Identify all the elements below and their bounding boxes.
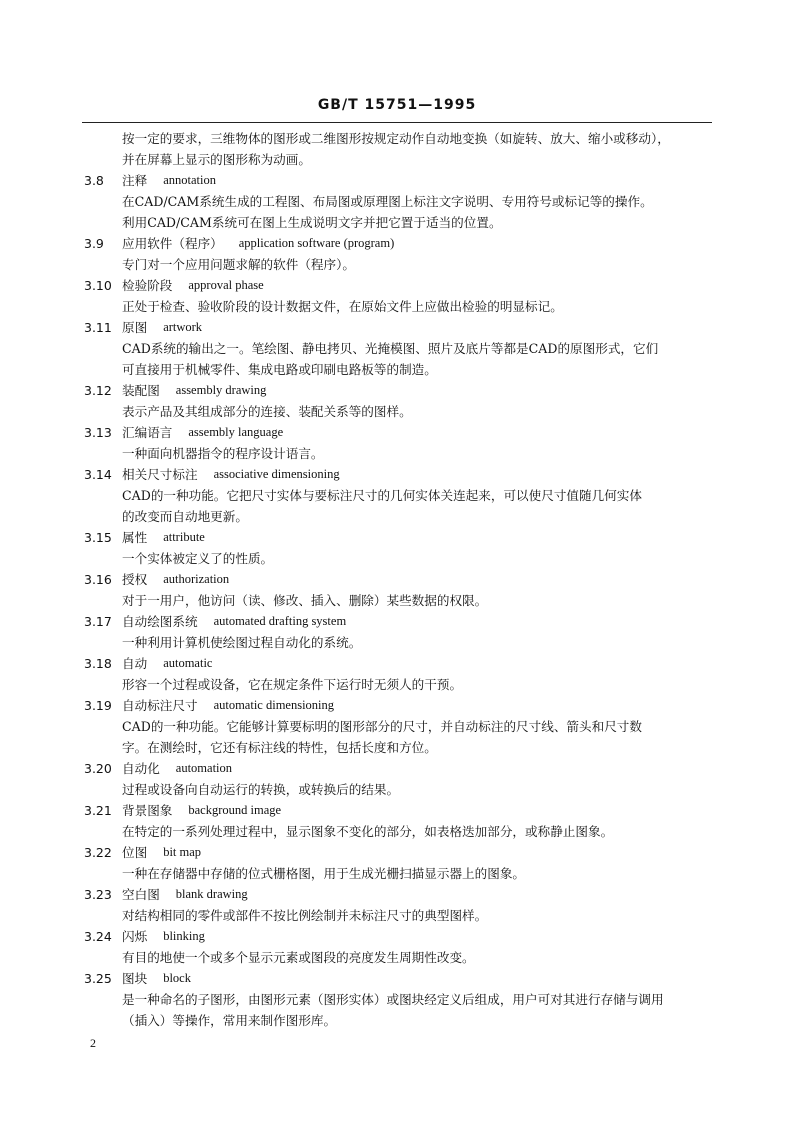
term-number: 3.17 xyxy=(84,614,112,629)
term-definition-line: CAD的一种功能。它把尺寸实体与要标注尺寸的几何实体关连起来，可以使尺寸值随几何实体 xyxy=(122,488,642,503)
term-chinese-name: 相关尺寸标注 xyxy=(122,467,198,482)
term-number: 3.21 xyxy=(84,803,112,818)
term-english-name: associative dimensioning xyxy=(213,467,340,481)
term-number: 3.9 xyxy=(84,236,104,251)
term-definition-line: 表示产品及其组成部分的连接、装配关系等的图样。 xyxy=(122,404,412,419)
term-number: 3.15 xyxy=(84,530,112,545)
term-english-name: assembly language xyxy=(188,425,284,439)
term-heading xyxy=(84,842,714,863)
term-chinese-name: 空白图 xyxy=(122,887,160,902)
term-definition-line: （插入）等操作，常用来制作图形库。 xyxy=(122,1013,337,1028)
term-chinese-name: 闪烁 xyxy=(122,929,148,944)
term-definition-line: CAD的一种功能。它能够计算要标明的图形部分的尺寸，并自动标注的尺寸线、箭头和尺寸数 xyxy=(122,719,642,734)
term-number: 3.13 xyxy=(84,425,112,440)
term-definition-line: 可直接用于机械零件、集成电路或印刷电路板等的制造。 xyxy=(122,362,437,377)
term-english-name: block xyxy=(163,971,191,985)
term-chinese-name: 背景图象 xyxy=(122,803,173,818)
term-english-name: assembly drawing xyxy=(175,383,267,397)
term-number: 3.11 xyxy=(84,320,112,335)
term-number: 3.18 xyxy=(84,656,112,671)
term-heading xyxy=(84,170,714,191)
term-definition-line: 字。在测绘时，它还有标注线的特性，包括长度和方位。 xyxy=(122,740,437,755)
term-number: 3.16 xyxy=(84,572,112,587)
term-chinese-name: 汇编语言 xyxy=(122,425,173,440)
term-heading xyxy=(84,569,714,590)
term-number: 3.23 xyxy=(84,887,112,902)
term-number: 3.10 xyxy=(84,278,112,293)
term-heading xyxy=(84,884,714,905)
term-english-name: artwork xyxy=(163,320,203,334)
term-definition-line: 过程或设备向自动运行的转换，或转换后的结果。 xyxy=(122,782,400,797)
intro-line: 并在屏幕上显示的图形称为动画。 xyxy=(122,152,311,167)
term-heading xyxy=(84,800,714,821)
term-heading xyxy=(84,527,714,548)
term-heading xyxy=(84,695,714,716)
term-heading xyxy=(84,464,714,485)
header-rule xyxy=(82,122,712,123)
term-definition-line: 一种利用计算机使绘图过程自动化的系统。 xyxy=(122,635,362,650)
term-definition-line: 的改变而自动地更新。 xyxy=(122,509,248,524)
term-number: 3.19 xyxy=(84,698,112,713)
term-heading xyxy=(84,275,714,296)
intro-line: 按一定的要求，三维物体的图形或二维图形按规定动作自动地变换（如旋转、放大、缩小或移动）， xyxy=(122,131,670,146)
term-heading xyxy=(84,758,714,779)
term-number: 3.24 xyxy=(84,929,112,944)
term-definition-line: 一个实体被定义了的性质。 xyxy=(122,551,274,566)
term-heading xyxy=(84,233,714,254)
term-definition-line: 一种面向机器指令的程序设计语言。 xyxy=(122,446,324,461)
term-chinese-name: 应用软件（程序） xyxy=(122,236,223,251)
term-definition-line: 对结构相同的零件或部件不按比例绘制并未标注尺寸的典型图样。 xyxy=(122,908,488,923)
term-chinese-name: 原图 xyxy=(122,320,148,335)
term-definition-line: 是一种命名的子图形，由图形元素（图形实体）或图块经定义后组成，用户可对其进行存储与调用 xyxy=(122,992,664,1007)
term-definition-line: 一种在存储器中存储的位式栅格图，用于生成光栅扫描显示器上的图象。 xyxy=(122,866,525,881)
term-definition-line: 有目的地使一个或多个显示元素或图段的亮度发生周期性改变。 xyxy=(122,950,475,965)
term-chinese-name: 授权 xyxy=(122,572,148,587)
term-definition-line: 正处于检查、验收阶段的设计数据文件，在原始文件上应做出检验的明显标记。 xyxy=(122,299,563,314)
term-definition-line: 在特定的一系列处理过程中，显示图象不变化的部分，如表格迭加部分，或称静止图象。 xyxy=(122,824,614,839)
term-heading xyxy=(84,968,714,989)
term-chinese-name: 位图 xyxy=(122,845,148,860)
term-heading xyxy=(84,380,714,401)
term-list xyxy=(84,128,714,1031)
term-heading xyxy=(84,317,714,338)
term-english-name: automatic xyxy=(163,656,213,670)
term-number: 3.12 xyxy=(84,383,112,398)
term-english-name: bit map xyxy=(163,845,202,859)
term-chinese-name: 自动标注尺寸 xyxy=(122,698,198,713)
page-number: 2 xyxy=(90,1036,96,1050)
term-definition-line: 专门对一个应用问题求解的软件（程序）。 xyxy=(122,257,355,272)
term-heading xyxy=(84,926,714,947)
term-heading xyxy=(84,422,714,443)
term-definition-line: 在CAD/CAM系统生成的工程图、布局图或原理图上标注文字说明、专用符号或标记等的操作。 xyxy=(122,194,653,209)
term-chinese-name: 自动化 xyxy=(122,761,160,776)
term-number: 3.22 xyxy=(84,845,112,860)
term-english-name: application software (program) xyxy=(238,236,395,250)
term-chinese-name: 自动绘图系统 xyxy=(122,614,198,629)
term-chinese-name: 注释 xyxy=(122,173,148,188)
term-english-name: automation xyxy=(175,761,233,775)
term-heading xyxy=(84,611,714,632)
term-chinese-name: 图块 xyxy=(122,971,148,986)
term-english-name: automatic dimensioning xyxy=(213,698,335,712)
term-english-name: background image xyxy=(188,803,282,817)
term-english-name: automated drafting system xyxy=(213,614,347,628)
term-number: 3.20 xyxy=(84,761,112,776)
standard-code-header: GB/T 15751—1995 xyxy=(317,97,477,113)
term-definition-line: 形容一个过程或设备，它在规定条件下运行时无须人的干预。 xyxy=(122,677,463,692)
term-chinese-name: 属性 xyxy=(122,530,148,545)
term-chinese-name: 检验阶段 xyxy=(122,278,173,293)
term-english-name: approval phase xyxy=(188,278,264,292)
term-number: 3.14 xyxy=(84,467,112,482)
term-heading xyxy=(84,653,714,674)
term-english-name: attribute xyxy=(163,530,205,544)
term-chinese-name: 自动 xyxy=(122,656,148,671)
term-english-name: blinking xyxy=(163,929,205,943)
term-chinese-name: 装配图 xyxy=(122,383,160,398)
term-number: 3.8 xyxy=(84,173,104,188)
term-english-name: authorization xyxy=(163,572,230,586)
term-definition-line: 对于一用户，他访问（读、修改、插入、删除）某些数据的权限。 xyxy=(122,593,488,608)
term-english-name: annotation xyxy=(163,173,216,187)
term-definition-line: 利用CAD/CAM系统可在图上生成说明文字并把它置于适当的位置。 xyxy=(122,215,502,230)
term-number: 3.25 xyxy=(84,971,112,986)
term-definition-line: CAD系统的输出之一。笔绘图、静电拷贝、光掩模图、照片及底片等都是CAD的原图形式，它们 xyxy=(122,341,659,356)
term-english-name: blank drawing xyxy=(175,887,248,901)
